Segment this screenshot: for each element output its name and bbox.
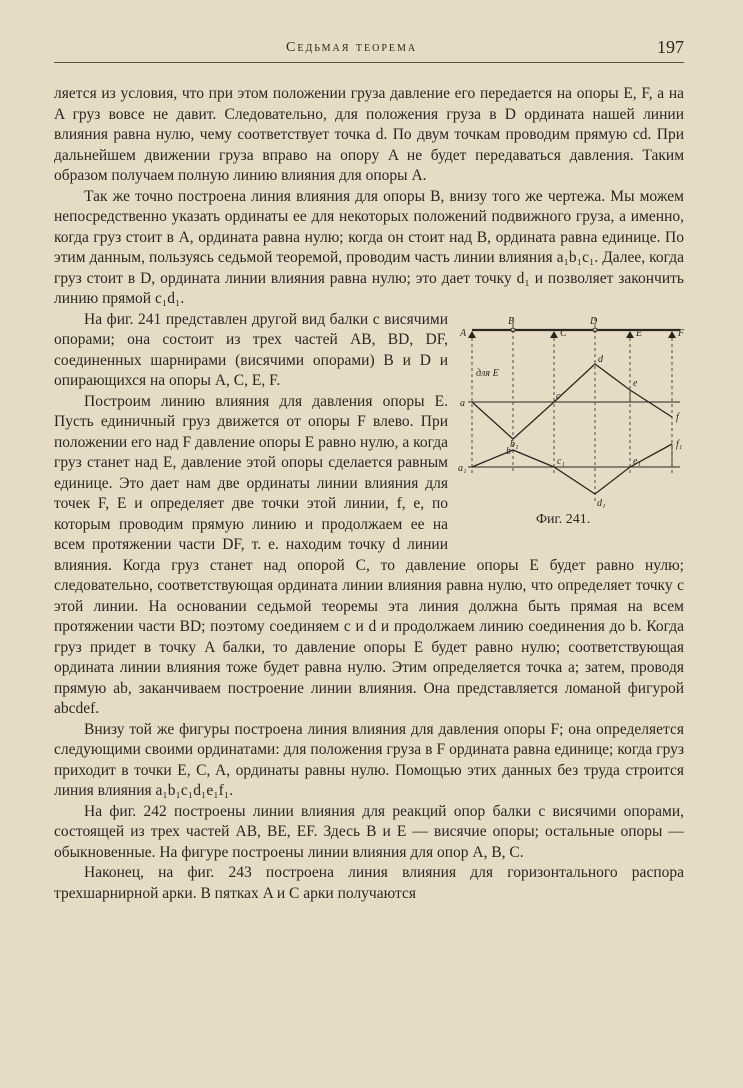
paragraph: Наконец, на фиг. 243 построена линия влияния для горизонтального распора трехшарнирной арки. В пятках A и C арки получаются: [54, 864, 684, 902]
page-number: 197: [657, 37, 684, 57]
label-F: F: [678, 327, 685, 339]
label-D: D: [590, 315, 598, 327]
label-E: E: [636, 327, 643, 339]
label-C: C: [560, 327, 567, 339]
label-A: A: [460, 327, 467, 339]
label-d1: d₁: [597, 497, 606, 509]
label-a: a: [460, 397, 465, 409]
paragraph: Так же точно построена линия влияния для опоры B, внизу того же чертежа. Мы можем непосредственно указать ординаты ее для некоторых положений подвижного груза, а именно, когда груз стоит в A, ордината равна нулю; когда он стоит над B, ордината равна единице. По этим данным, пользуясь седьмой теоремой, проводим часть линии влияния a₁b₁c₁. Далее, когда груз стоит в D, ордината линии влияния равна нулю; это дает точку d₁ и позволяет закончить линию прямой c₁d₁.: [54, 187, 684, 307]
running-title: Седьмая теорема: [286, 40, 418, 55]
label-e1: e₁: [633, 455, 641, 467]
paragraph: На фиг. 241 представлен другой вид балки с висячими опорами; она состоит из трех частей AB, BD, DF, соединенных шарнирами (висячими опорами) B и D и опирающихся на опоры A, C, E, F.: [54, 310, 448, 389]
label-c1: c₁: [557, 455, 565, 467]
label-f1: f₁: [676, 438, 683, 450]
running-header: [54, 36, 684, 63]
body-text: [54, 84, 684, 904]
label-f: f: [676, 411, 679, 423]
paragraph: Внизу той же фигуры построена линия влияния для давления опоры F; она определяется следующими своими ординатами: для положения груза в F ордината равна единице; когда груз приходит в точки E, C, A, ординаты равны нулю. Помощью этих данных без труда строится линия влияния a₁b₁c₁d₁e₁f₁.: [54, 720, 684, 799]
figure-241-drawing: [458, 314, 690, 536]
label-B: B: [508, 315, 515, 327]
label-b: b: [506, 445, 511, 457]
label-dlya-E: для E: [476, 367, 499, 379]
paragraph: ляется из условия, что при этом положении груза давление его передается на опоры E, F, а на A груз вовсе не давит. Следовательно, для положения груза в D ордината нашей линии влияния равна нулю, чему соответствует точка d. По двум точкам проводим прямую cd. При дальнейшем движении груза вправо на опору A не будет передаваться давления. Таким образом получаем полную линию влияния для опоры A.: [54, 85, 684, 184]
label-a1: a₁: [458, 462, 467, 474]
paragraph: На фиг. 242 построены линии влияния для реакций опор балки с висячими опорами, состоящей из трех частей AB, BE, EF. Здесь B и E — висячие опоры; остальные опоры — обыкновенные. На фигуре построены линии влияния для опор A, B, C.: [54, 802, 684, 861]
label-b1: b₁: [510, 438, 519, 450]
label-e: e: [633, 377, 638, 389]
figure-241: [458, 314, 690, 536]
label-d: d: [598, 353, 603, 365]
label-c: c: [556, 390, 561, 402]
paragraph: Построим линию влияния для давления опоры E. Пусть единичный груз движется от опоры F влево. При положении его над F давление опоры E равно нулю, а когда груз станет над E, давление этой опоры сделается равным единице. Это дает нам две ординаты линии влияния для точек F, E и определяет две точки этой линии, f, e, по которым проводим прямую линию и продолжаем ее на всем протяжении части DF, т. е. находим точку d линии влияния. Когда груз станет над опорой C, то давление опоры E будет равно нулю; следовательно, соответствующая ордината линии влияния равна нулю, что определяет точку c этой линии. На основании седьмой теоремы эта линия должна быть прямая на всем протяжении части BD; поэтому соединяем c и d и продолжаем линию соединения до b. Когда груз придет в точку A балки, то давление опоры E будет равно нулю; соответствующая ордината линии влияния тоже будет равна нулю. Этим определяется точка a; затем, проводя прямую ab, заканчиваем построение линии влияния. Она представляется ломаной фигурой abcdef.: [54, 392, 684, 717]
figure-caption: Фиг. 241.: [536, 511, 591, 527]
